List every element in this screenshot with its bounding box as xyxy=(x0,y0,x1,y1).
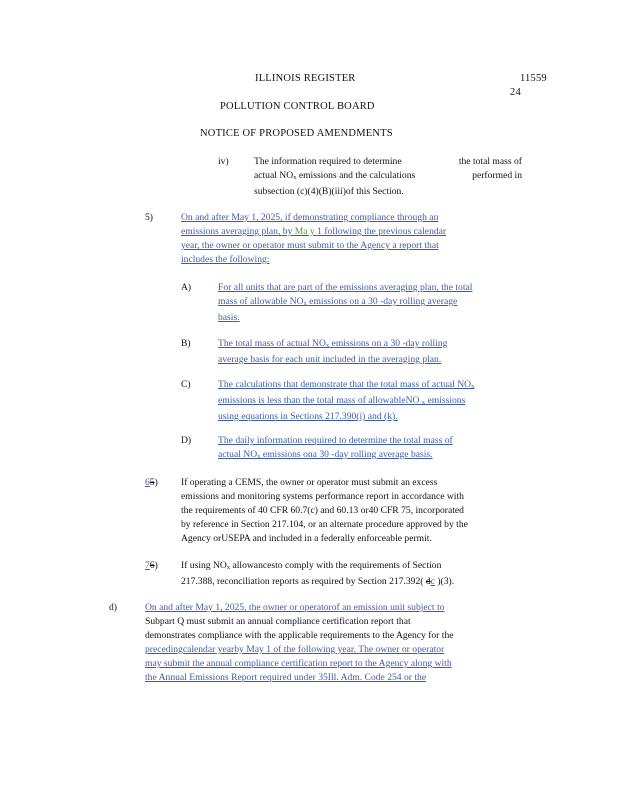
paragraph-line: by reference in Section 217.104, or an alternate procedure approved by the xyxy=(181,519,468,530)
item-label: 65) xyxy=(145,477,158,488)
paragraph-line: year, the owner or operator must submit to the Agency a report that xyxy=(181,240,439,251)
paragraph-line: demonstrates compliance with the applicable requirements to the Agency for the xyxy=(145,630,454,641)
page-number: 11559 xyxy=(520,73,547,84)
register-title: ILLINOIS REGISTER xyxy=(255,73,356,84)
paragraph-line: the requirements of 40 CFR 60.7(c) and 60.13 or40 CFR 75, incorporated xyxy=(181,505,464,516)
item-label: C) xyxy=(181,379,191,390)
paragraph-line: The daily information required to determine the total mass of xyxy=(218,435,453,446)
paragraph-line: emissions averaging plan, by Ma y 1 following the previous calendar xyxy=(181,226,447,237)
paragraph-line: using equations in Sections 217.390(j) and (k). xyxy=(218,411,398,422)
paragraph-line: On and after May 1, 2025, if demonstrating compliance through an xyxy=(181,212,439,223)
paragraph-5 xyxy=(181,211,506,267)
paragraph-line: The total mass of actual $NO_x$ emissions on a 30 -day rolling xyxy=(218,338,448,349)
paragraph-line: the Annual Emissions Report required under 35Ill. Adm. Code 254 or the xyxy=(145,672,427,683)
paragraph-line: On and after May 1, 2025, the owner or operatorof an emission unit subject to xyxy=(145,602,445,613)
paragraph-line: The calculations that demonstrate that the total mass of actual $NO_x$ xyxy=(218,379,475,390)
paragraph-6 xyxy=(181,476,538,546)
paragraph-iv xyxy=(254,155,522,199)
item-label: d) xyxy=(109,602,117,613)
paragraph-B xyxy=(218,337,518,367)
paragraph-line: basis. xyxy=(218,312,240,323)
item-label: A) xyxy=(181,282,192,293)
paragraph-line: precedingcalendar yearby May 1 of the following year. The owner or operator xyxy=(145,644,445,655)
paragraph-line: 217.388, reconciliation reports as required by Section 217.392( dc )(3). xyxy=(181,576,455,587)
paragraph-line: If using $NO_x$ allowancesto comply with the requirements of Section xyxy=(181,560,442,571)
paragraph-A xyxy=(218,281,536,325)
paragraph-line: emissions is less than the total mass of allowableNO $_x$ emissions xyxy=(218,395,466,406)
paragraph-D xyxy=(218,434,514,464)
issue-number: 24 xyxy=(510,87,521,98)
paragraph-line: mass of allowable $NO_x$ emissions on a 30 -day rolling average xyxy=(218,296,458,307)
paragraph-line: actual $NO_x$ emissions and the calculations performed in xyxy=(254,170,522,181)
paragraph-line: subsection (c)(4)(B)(iii)of this Section. xyxy=(254,186,404,197)
item-label: B) xyxy=(181,338,191,349)
paragraph-line: actual $NO_x$ emissions ona 30 -day rolling average basis. xyxy=(218,449,433,460)
paragraph-line: emissions and monitoring systems performance report in accordance with xyxy=(181,491,464,502)
item-label: 5) xyxy=(145,212,153,223)
paragraph-line: The information required to determine the total mass of xyxy=(254,156,522,167)
board-title: POLLUTION CONTROL BOARD xyxy=(220,101,375,112)
item-label: D) xyxy=(181,435,192,446)
paragraph-line: may submit the annual compliance certification report to the Agency along with xyxy=(145,658,452,669)
paragraph-C xyxy=(218,378,538,424)
paragraph-line: For all units that are part of the emissions averaging plan, the total xyxy=(218,282,473,293)
item-label: iv) xyxy=(218,156,229,167)
paragraph-line: If operating a CEMS, the owner or operator must submit an excess xyxy=(181,477,438,488)
paragraph-line: Agency orUSEPA and included in a federally enforceable permit. xyxy=(181,533,432,544)
notice-title: NOTICE OF PROPOSED AMENDMENTS xyxy=(200,128,393,139)
paragraph-line: Subpart Q must submit an annual compliance certification report that xyxy=(145,616,411,627)
item-label: 76) xyxy=(145,560,158,571)
paragraph-line: includes the following: xyxy=(181,254,270,265)
paragraph-d xyxy=(145,601,530,685)
paragraph-7 xyxy=(181,559,506,589)
paragraph-line: average basis for each unit included in the averaging plan. xyxy=(218,354,442,365)
